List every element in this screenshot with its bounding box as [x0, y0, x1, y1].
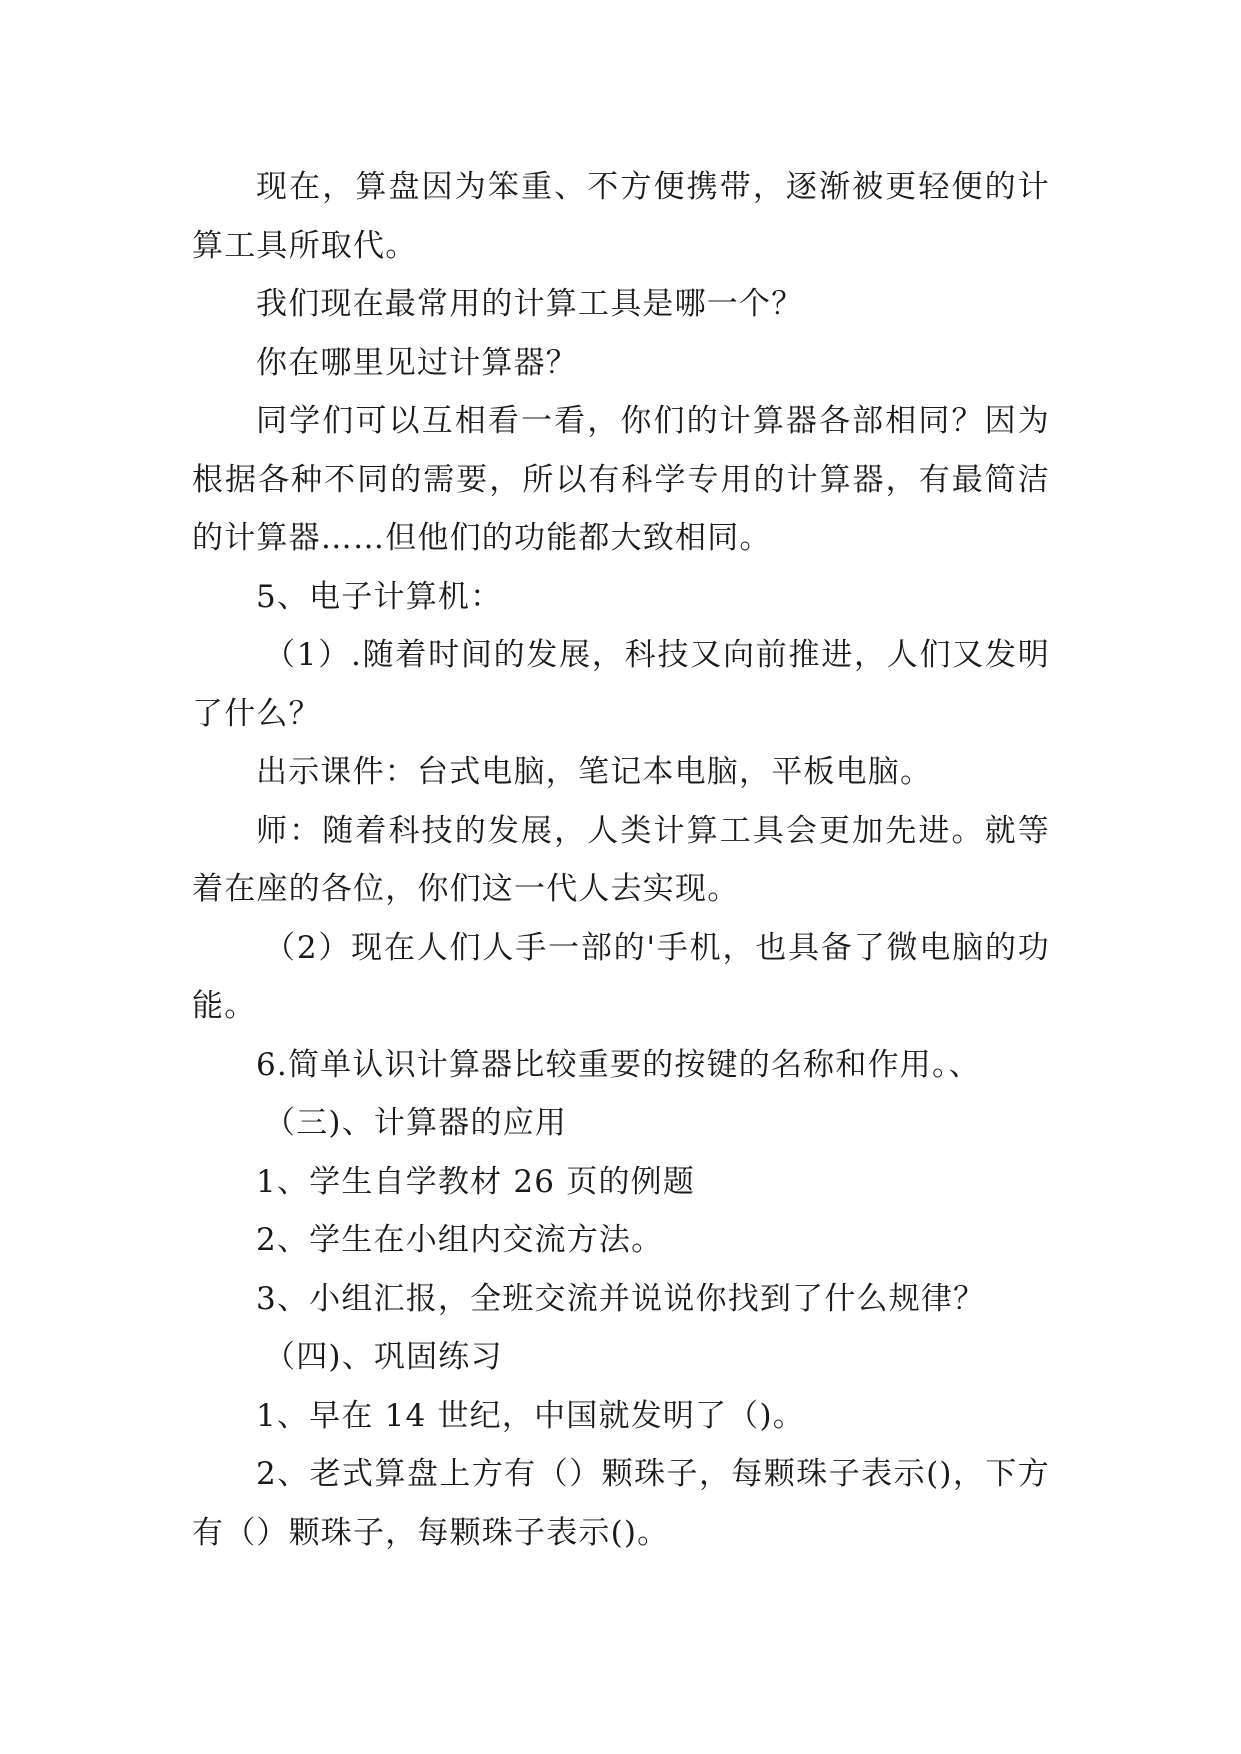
list-item-self-study: 1、学生自学教材 26 页的例题 — [256, 1163, 696, 1200]
paragraph-item-1-invention: （1）.随着时间的发展，科技又向前推进，人们又发明了什么？ — [192, 637, 1050, 732]
paragraph-show-courseware: 出示课件：台式电脑，笔记本电脑，平板电脑。 — [256, 754, 933, 790]
exercise-item-1: 1、早在 14 世纪，中国就发明了（)。 — [256, 1397, 805, 1434]
section-heading-electronic-computer: 5、电子计算机： — [256, 578, 503, 615]
document-body — [192, 158, 1050, 1562]
list-item-group-report: 3、小组汇报，全班交流并说说你找到了什么规律？ — [256, 1280, 986, 1317]
section-heading-practice: （四)、巩固练习 — [264, 1339, 503, 1375]
paragraph-teacher-remark: 师：随着科技的发展，人类计算工具会更加先进。就等着在座的各位，你们这一代人去实现。 — [192, 812, 1050, 907]
paragraph-compare-calculators: 同学们可以互相看一看，你们的计算器各部相同？因为根据各种不同的需要，所以有科学专用的计算器，有最简洁的计算器……但他们的功能都大致相同。 — [192, 403, 1050, 556]
paragraph-where-seen-question: 你在哪里见过计算器？ — [256, 344, 578, 381]
paragraph-abacus-replaced: 现在，算盘因为笨重、不方便携带，逐渐被更轻便的计算工具所取代。 — [192, 169, 1050, 264]
paragraph-common-tool-question: 我们现在最常用的计算工具是哪一个？ — [256, 286, 804, 322]
exercise-item-2: 2、老式算盘上方有（）颗珠子，每颗珠子表示()，下方有（）颗珠子，每颗珠子表示()。 — [192, 1456, 1050, 1551]
section-heading-application: （三)、计算器的应用 — [264, 1105, 568, 1141]
list-item-group-discuss: 2、学生在小组内交流方法。 — [256, 1222, 664, 1258]
paragraph-item-6-keys: 6.简单认识计算器比较重要的按键的名称和作用。、 — [256, 1046, 981, 1083]
paragraph-item-2-phone: （2）现在人们人手一部的'手机，也具备了微电脑的功能。 — [192, 929, 1050, 1024]
